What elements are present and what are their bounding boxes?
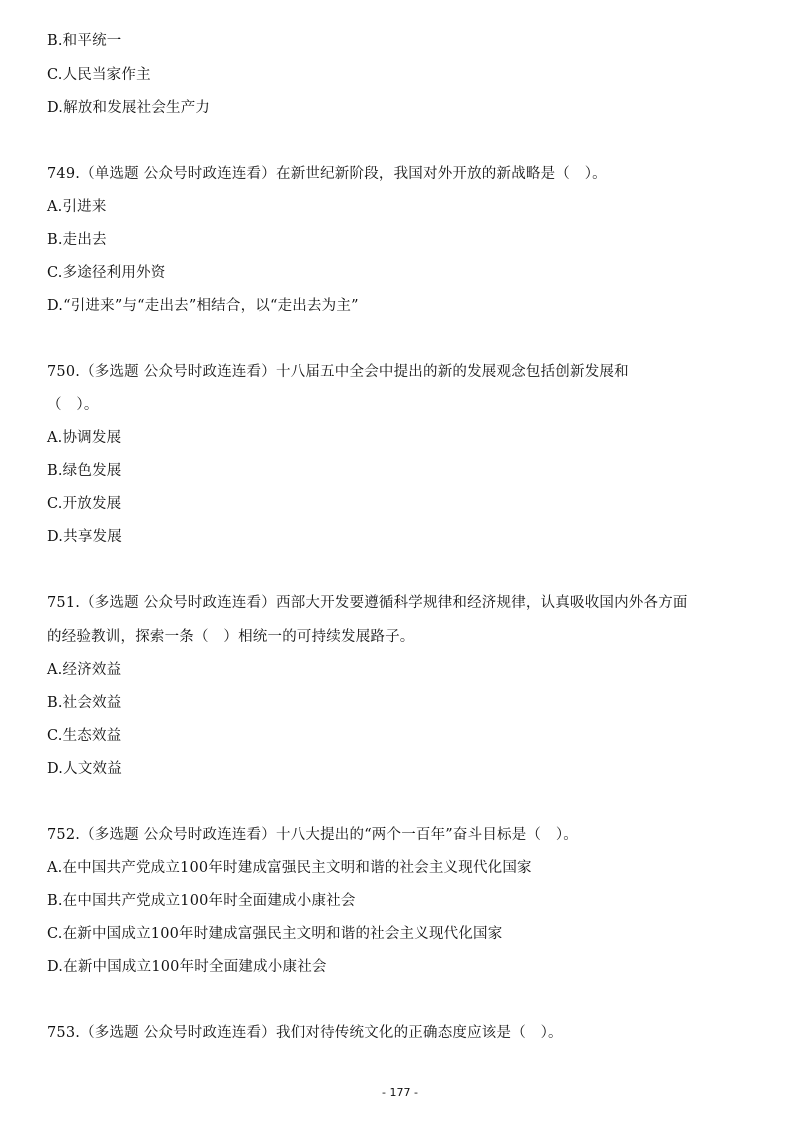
option-text: D.“引进来”与“走出去”相结合，以“走出去为主” [47,298,359,314]
option-text: A.在中国共产党成立100年时建成富强民主文明和谐的社会主义现代化国家 [47,860,532,876]
question-stem: 749.（单选题 公众号时政连连看）在新世纪新阶段，我国对外开放的新战略是（ ）。 [47,166,607,182]
option-text: B.走出去 [47,232,107,248]
option-text: A.协调发展 [47,430,122,446]
option-text: B.绿色发展 [47,463,122,479]
option-text: A.经济效益 [47,662,122,678]
option-text: B.在中国共产党成立100年时全面建成小康社会 [47,893,356,909]
question-stem-continued: （ ）。 [47,397,99,413]
option-text: B.社会效益 [47,695,122,711]
question-stem-continued: 的经验教训，探索一条（ ）相统一的可持续发展路子。 [47,629,415,645]
page-number: - 177 - [382,1086,418,1099]
option-text: C.多途径利用外资 [47,265,166,281]
option-text: C.人民当家作主 [47,67,151,83]
option-text: C.生态效益 [47,728,122,744]
option-text: B.和平统一 [47,33,122,49]
question-stem: 753.（多选题 公众号时政连连看）我们对待传统文化的正确态度应该是（ ）。 [47,1025,563,1041]
question-stem: 751.（多选题 公众号时政连连看）西部大开发要遵循科学规律和经济规律，认真吸收国内外各方面 [47,595,688,611]
question-stem: 752.（多选题 公众号时政连连看）十八大提出的“两个一百年”奋斗目标是（ ）。 [47,827,578,843]
option-text: C.开放发展 [47,496,122,512]
option-text: D.在新中国成立100年时全面建成小康社会 [47,959,327,975]
option-text: C.在新中国成立100年时建成富强民主文明和谐的社会主义现代化国家 [47,926,503,942]
option-text: D.人文效益 [47,761,122,777]
option-text: A.引进来 [47,199,107,215]
option-text: D.解放和发展社会生产力 [47,100,211,116]
question-stem: 750.（多选题 公众号时政连连看）十八届五中全会中提出的新的发展观念包括创新发展和 [47,364,629,380]
option-text: D.共享发展 [47,529,122,545]
